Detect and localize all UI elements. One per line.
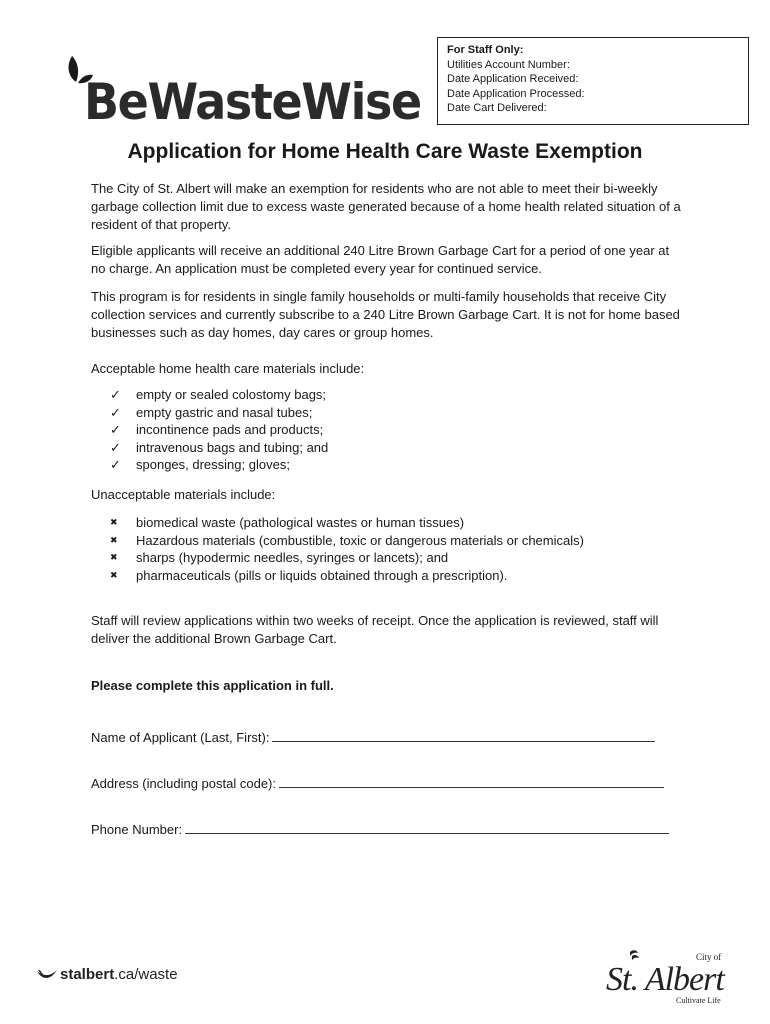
st-albert-logo (602, 948, 737, 1008)
cross-icon: ✖ (110, 534, 118, 545)
name-field[interactable] (91, 729, 655, 745)
intro-paragraph: The City of St. Albert will make an exemption for residents who are not able to meet their bi-weekly garbage collection limit due to excess waste generated because of a home health related situation of a resident of that property. (91, 181, 681, 232)
name-field-label: Name of Applicant (Last, First): (91, 730, 270, 745)
checkmark-icon: ✓ (110, 404, 121, 420)
staff-only-box (437, 37, 749, 125)
program-paragraph: This program is for residents in single family households or multi-family households that receive City collection services and currently subscribe to a 240 Litre Brown Garbage Cart. It is not for home based businesses such as day homes, day cares or group homes. (91, 289, 680, 340)
footer-url[interactable] (36, 966, 178, 983)
list-item: ✓ empty gastric and nasal tubes; (110, 404, 313, 420)
city-of-text: City of (696, 952, 722, 962)
list-item: ✓ sponges, dressing; gloves; (110, 457, 290, 472)
list-item: ✖ Hazardous materials (combustible, toxic or dangerous materials or chemicals) (110, 532, 584, 548)
cross-icon: ✖ (110, 569, 118, 580)
address-field[interactable] (91, 775, 664, 791)
address-input-line[interactable] (279, 775, 664, 788)
checkmark-icon: ✓ (110, 387, 121, 402)
review-paragraph: Staff will review applications within two weeks of receipt. Once the application is reviewed, staff will deliver the additional Brown Garbage Cart. (91, 613, 659, 646)
phone-field-label: Phone Number: (91, 822, 183, 837)
unacceptable-heading: Unacceptable materials include: (91, 487, 276, 502)
acceptable-list (110, 386, 328, 474)
tagline-text: Cultivate Life (676, 996, 721, 1005)
footer-url-path: .ca/waste (114, 966, 178, 983)
eligibility-paragraph: Eligible applicants will receive an additional 240 Litre Brown Garbage Cart for a period of one year at no charge. An application must be completed every year for continued service. (91, 243, 670, 276)
staff-box-line: Utilities Account Number: (447, 58, 570, 71)
checkmark-icon: ✓ (110, 422, 121, 437)
cross-icon: ✖ (110, 552, 118, 562)
phone-input-line[interactable] (185, 821, 669, 834)
page-title: Application for Home Health Care Waste Exemption (127, 140, 643, 163)
unacceptable-list (110, 514, 584, 584)
cross-icon: ✖ (110, 517, 118, 527)
acceptable-heading: Acceptable home health care materials include: (91, 361, 365, 376)
staff-box-line: Date Application Processed: (447, 87, 585, 100)
swoosh-icon (36, 968, 58, 982)
checkmark-icon: ✓ (110, 457, 121, 472)
phone-field[interactable] (91, 821, 669, 837)
list-item: ✖ biomedical waste (pathological wastes or human tissues) (110, 515, 465, 530)
list-item: ✖ pharmaceuticals (pills or liquids obtained through a prescription). (110, 567, 508, 583)
checkmark-icon: ✓ (110, 439, 121, 455)
staff-box-title: For Staff Only: (447, 44, 524, 56)
staff-box-line: Date Application Received: (447, 73, 579, 85)
list-item: ✖ sharps (hypodermic needles, syringes or lancets); and (110, 550, 449, 565)
list-item: ✓ intravenous bags and tubing; and (110, 439, 329, 455)
name-input-line[interactable] (272, 729, 655, 742)
footer-url-domain: stalbert (60, 966, 115, 983)
list-item: ✓ incontinence pads and products; (110, 422, 324, 437)
complete-notice: Please complete this application in full. (91, 678, 334, 693)
address-field-label: Address (including postal code): (91, 776, 276, 791)
st-albert-wordmark: St. Albert (606, 961, 724, 998)
staff-box-line: Date Cart Delivered: (447, 102, 547, 114)
bewastewise-logo (62, 52, 422, 134)
list-item: ✓ empty or sealed colostomy bags; (110, 387, 327, 402)
logo-text: BeWasteWise (84, 73, 421, 131)
